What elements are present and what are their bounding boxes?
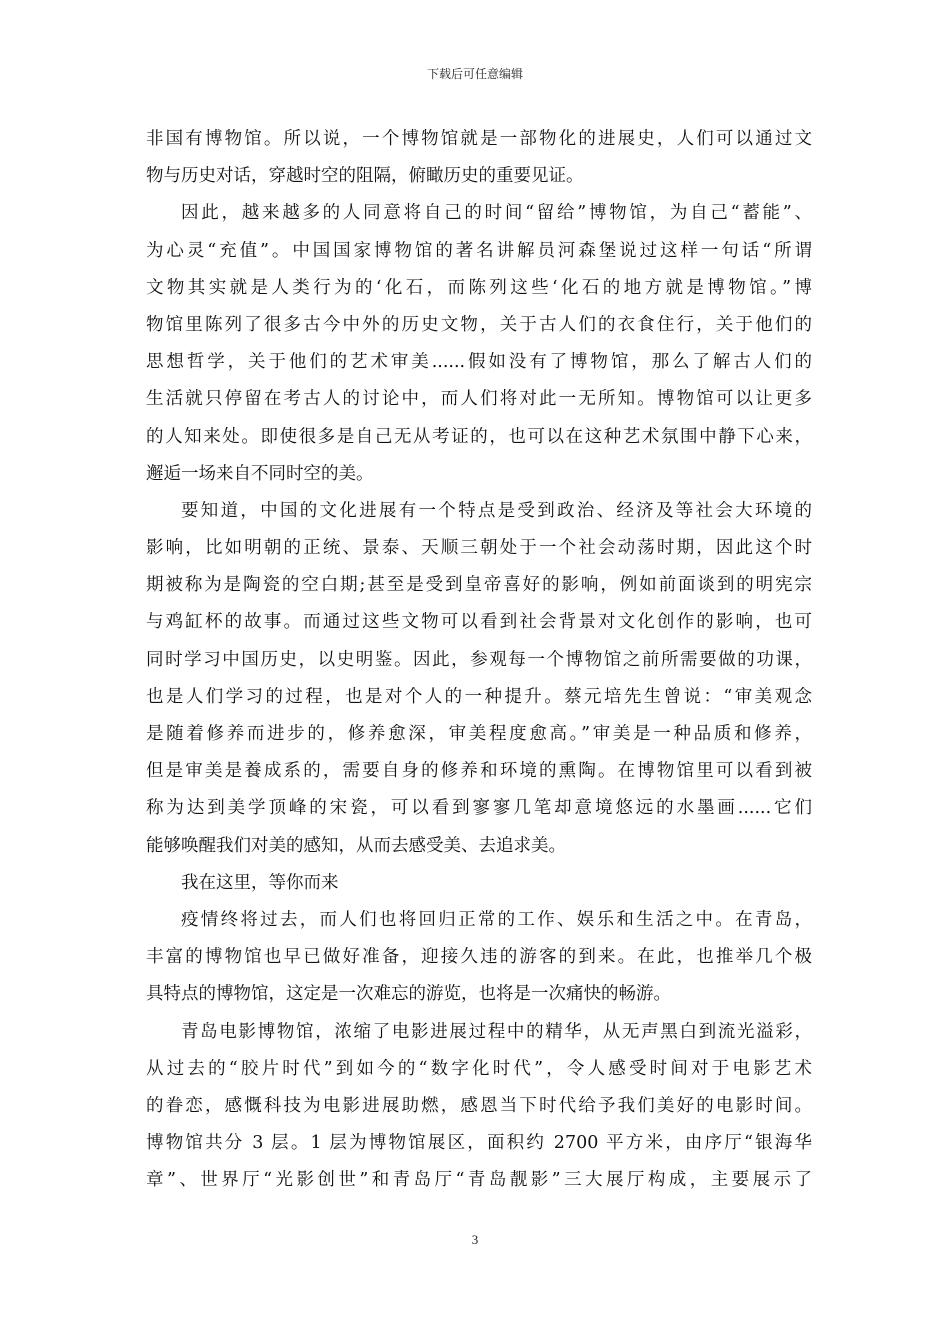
text-line: 思想哲学，关于他们的艺术审美......假如没有了博物馆，那么了解古人们的 — [146, 352, 812, 373]
text-line: 的人知来处。即使很多是自己无从考证的，也可以在这种艺术氛围中静下心来， — [146, 426, 812, 447]
text-line: 生活就只停留在考古人的讨论中，而人们将对此一无所知。博物馆可以让更多 — [146, 389, 812, 410]
text-line: 但是审美是養成系的，需要自身的修养和环境的熏陶。在博物馆里可以看到被 — [146, 761, 812, 782]
text-line: 青岛电影博物馆，浓缩了电影进展过程中的精华，从无声黑白到流光溢彩， — [181, 1021, 812, 1042]
text-line: 物馆里陈列了很多古今中外的历史文物，关于古人们的衣食住行，关于他们的 — [146, 314, 812, 335]
body-text — [146, 121, 812, 1199]
text-line: 邂逅一场来自不同时空的美。 — [146, 463, 374, 484]
text-line: 文物其实就是人类行为的‘化石，而陈列这些‘化石的地方就是博物馆。”博 — [146, 277, 812, 298]
text-line: 具特点的博物馆，这定是一次难忘的游览，也将是一次痛快的畅游。 — [146, 984, 671, 1005]
text-line: 影响，比如明朝的正统、景泰、天顺三朝处于一个社会动荡时期，因此这个时 — [146, 538, 812, 559]
text-line: 能够唤醒我们对美的感知，从而去感受美、去追求美。 — [146, 835, 566, 856]
text-line: 同时学习中国历史，以史明鉴。因此，参观每一个博物馆之前所需要做的功课， — [146, 649, 812, 670]
page-header: 下载后可任意编辑 — [426, 67, 523, 81]
text-line: 是随着修养而进步的，修养愈深，审美程度愈高。”审美是一种品质和修养， — [146, 724, 812, 744]
text-line: 要知道，中国的文化进展有一个特点是受到政治、经济及等社会大环境的 — [181, 500, 812, 521]
text-line: 丰富的博物馆也早已做好准备，迎接久违的游客的到来。在此，也推举几个极 — [146, 947, 812, 968]
text-line: 非国有博物馆。所以说，一个博物馆就是一部物化的进展史，人们可以通过文 — [146, 129, 812, 149]
text-line: 称为达到美学顶峰的宋瓷，可以看到寥寥几笔却意境悠远的水墨画......它们 — [146, 798, 812, 819]
page-number: 3 — [471, 1232, 479, 1247]
text-line: 的眷恋，感慨科技为电影进展助燃，感恩当下时代给予我们美好的电影时间。 — [146, 1095, 812, 1116]
text-line: 因此，越来越多的人同意将自己的时间“留给”博物馆，为自己“蓄能”、 — [181, 203, 812, 224]
text-line: 疫情终将过去，而人们也将回归正常的工作、娱乐和生活之中。在青岛， — [181, 909, 812, 930]
text-line: 为心灵“充值”。中国国家博物馆的著名讲解员河森堡说过这样一句话“所谓 — [146, 240, 812, 261]
text-line: 博物馆共分 3 层。1 层为博物馆展区，面积约 2700 平方米，由序厅“银海华 — [146, 1133, 812, 1154]
text-line: 也是人们学习的过程，也是对个人的一种提升。蔡元培先生曾说：“审美观念 — [146, 686, 812, 707]
text-line: 我在这里，等你而来 — [181, 872, 339, 893]
text-line: 与鸡缸杯的故事。而通过这些文物可以看到社会背景对文化创作的影响，也可 — [146, 612, 812, 633]
text-line: 期被称为是陶瓷的空白期;甚至是受到皇帝喜好的影响，例如前面谈到的明宪宗 — [146, 575, 812, 596]
text-line: 物与历史对话，穿越时空的阻隔，俯瞰历史的重要见证。 — [146, 166, 584, 187]
text-line: 章”、世界厅“光影创世”和青岛厅“青岛靓影”三大展厅构成，主要展示了 — [146, 1170, 812, 1191]
text-line: 从过去的“胶片时代”到如今的“数字化时代”，令人感受时间对于电影艺术 — [146, 1058, 812, 1079]
